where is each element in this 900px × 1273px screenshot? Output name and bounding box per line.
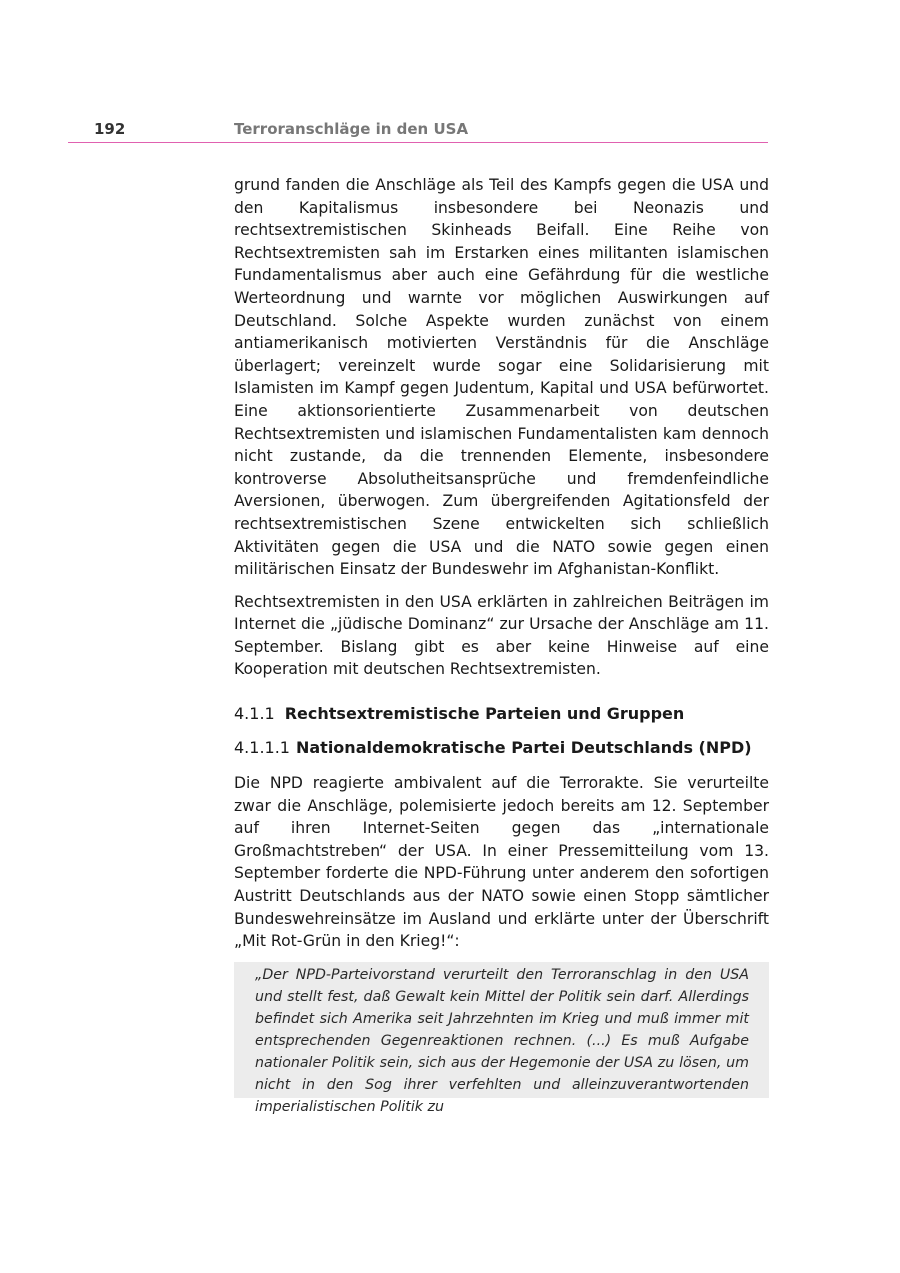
subsection-number: 4.1.1.1	[234, 738, 290, 757]
subsection-heading	[234, 738, 752, 757]
body-text	[234, 174, 769, 681]
paragraph: grund fanden die Anschläge als Teil des Kampfs gegen die USA und den Kapitalismus insbesondere bei Neonazis und rechtsextremistischen Skinheads Beifall. Eine Reihe von Rechtsextremisten sah im Erstarken eines militanten islamischen Fundamentalismus aber auch eine Gefährdung für die westliche Werteordnung und warnte vor möglichen Auswirkungen auf Deutschland. Solche Aspekte wurden zunächst von einem antiamerikanisch motivierten Verständnis für die Anschläge überlagert; vereinzelt wurde sogar eine Solidarisierung mit Islamisten im Kampf gegen Judentum, Kapital und USA befürwortet. Eine aktionsorientierte Zusammenarbeit von deutschen Rechtsextremisten und islamischen Fundamentalisten kam dennoch nicht zustande, da die trennenden Elemente, insbesondere kontroverse Absolutheitsansprüche und fremdenfeindliche Aversionen, überwogen. Zum übergreifenden Agitationsfeld der rechtsextremistischen Szene entwickelten sich schließlich Aktivitäten gegen die USA und die NATO sowie gegen einen militärischen Einsatz der Bundeswehr im Afghanistan-Konflikt.	[234, 176, 769, 579]
section-title: Rechtsextremistische Parteien und Gruppen	[284, 704, 685, 723]
section-number: 4.1.1	[234, 704, 275, 723]
subsection-title: Nationaldemokratische Partei Deutschlands (NPD)	[295, 738, 752, 757]
section-heading	[234, 704, 684, 723]
running-header	[68, 118, 768, 143]
running-title: Terroranschläge in den USA	[234, 120, 469, 138]
paragraph: Die NPD reagierte ambivalent auf die Terrorakte. Sie verurteilte zwar die Anschläge, polemisierte jedoch bereits am 12. September auf ihren Internet-Seiten gegen das „internationale Großmachtstreben“ der USA. In einer Pressemitteilung vom 13. September forderte die NPD-Führung unter anderem den sofortigen Austritt Deutschlands aus der NATO sowie einen Stopp sämtlicher Bundeswehreinsätze im Ausland und erklärte unter der Überschrift „Mit Rot-Grün in den Krieg!“:	[234, 774, 769, 951]
quote-text: „Der NPD-Parteivorstand verurteilt den Terroranschlag in den USA und stellt fest, daß Gewalt kein Mittel der Politik sein darf. Allerdings befindet sich Amerika seit Jahrzehnten im Krieg und muß immer mit entsprechenden Gegenreaktionen rechnen. (...) Es muß Aufgabe nationaler Politik sein, sich aus der Hegemonie der USA zu lösen, um nicht in den Sog ihrer verfehlten und alleinzuverantwortenden imperialistischen Politik zu	[255, 967, 749, 1115]
block-quote	[234, 962, 769, 1115]
paragraph: Rechtsextremisten in den USA erklärten in zahlreichen Beiträgen im Internet die „jüdische Dominanz“ zur Ursache der Anschläge am 11. September. Bislang gibt es aber keine Hinweise auf eine Kooperation mit deutschen Rechtsextremisten.	[234, 592, 769, 679]
page-number: 192	[94, 120, 126, 138]
section-body	[234, 772, 769, 953]
